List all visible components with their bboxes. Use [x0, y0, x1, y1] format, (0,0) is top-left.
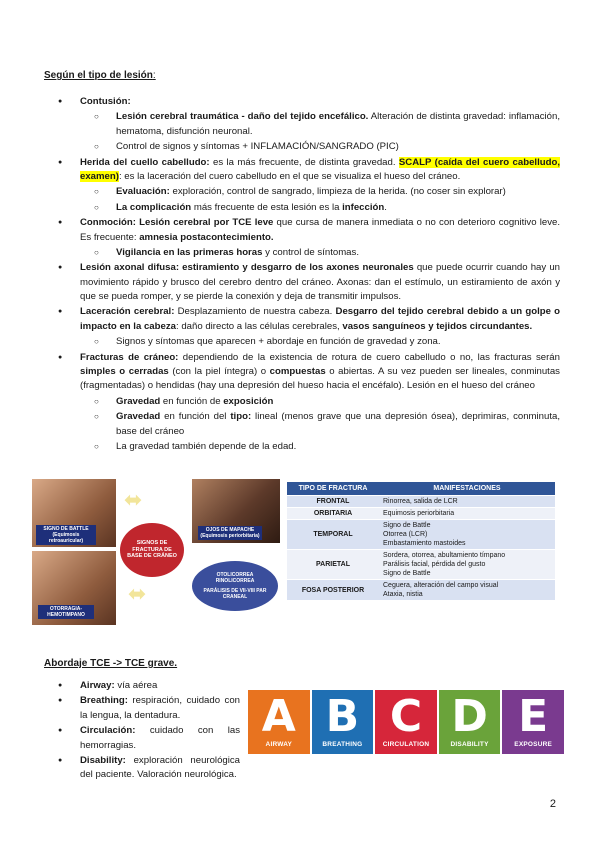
sub-bold: Evaluación: [116, 186, 170, 198]
fracture-type-cell: ORBITARIA [287, 508, 379, 520]
otorrhagia-caption: OTORRAGIA- HEMOTIMPANO [38, 605, 94, 619]
side-sign-line: OTOLICORREA RINOLICORREA [215, 572, 255, 584]
axonal-label: Lesión axonal difusa: [80, 262, 180, 274]
axonal-text: que puede ocurrir cuando hay un movimiento rápido y brusco del cerebro dentro del cráneo. Axonas: dan el estímulo, un estiramiento de axón y que se pueda romper, y se pierde la conexión y deja de transmitir impulsos. [80, 262, 560, 303]
contusion-colon: : [127, 96, 131, 107]
abcde-banner [248, 690, 564, 754]
herida-sublist [80, 185, 560, 215]
sublist-item [80, 110, 560, 139]
laceracion-label: Laceración cerebral: [80, 306, 175, 318]
list-item-contusion [44, 95, 560, 155]
arrow-left-right-icon: ⬌ [128, 581, 147, 606]
side-signs-bubble [192, 561, 278, 611]
conmocion-label: Conmoción: [80, 217, 136, 229]
fracture-type-cell: FRONTAL [287, 496, 379, 508]
manifestations-cell [379, 550, 555, 580]
fracture-type-cell: TEMPORAL [287, 520, 379, 550]
sub-text: en función de [160, 395, 224, 407]
list-item-axonal [44, 261, 560, 304]
fracture-type-cell: FOSA POSTERIOR [287, 580, 379, 601]
table-row [287, 508, 555, 520]
sub-bold: Gravedad [116, 411, 161, 423]
sub-text: más frecuente de esta lesión es la [191, 201, 343, 213]
skull-fracture-signs-figure [32, 479, 280, 625]
conmocion-text: que cursa de manera inmediata o no con deterioro cognitivo leve. Es frecuente: [80, 217, 560, 243]
manifestation-line: Signo de Battle [383, 570, 431, 577]
abcde-word: EXPOSURE [514, 741, 553, 749]
list-item [44, 754, 240, 783]
sub-text: Alteración de distinta gravedad: inflamación, hematoma, disfunción neuronal. [116, 111, 561, 137]
sub-text: exploración, control de sangrado, limpieza de la herida. (no coser sin explorar) [169, 186, 506, 198]
fracturas-text-3: o abiertas. A su vez pueden ser lineales, conminutas (fragmentadas) o hendidas (hay una depresión del hueso hacia el encéfalo). Lesión en el hueso del cráneo [80, 366, 560, 392]
table-header-row [287, 482, 555, 496]
abordaje-list [44, 679, 240, 784]
abcde-cell-exposure [502, 690, 564, 754]
sub-text-2: . [384, 201, 387, 213]
page-number: 2 [549, 798, 556, 810]
manifestation-line: Signo de Battle [383, 522, 431, 529]
sub-bold-2: infección [342, 201, 385, 213]
sub-bold-2: tipo: [230, 411, 252, 423]
table-row [287, 496, 555, 508]
item-text: exploración neurológica del paciente. Valoración neurológica. [80, 754, 240, 781]
laceracion-text-2: : daño directo a las células cerebrales, [175, 320, 343, 332]
laceracion-text: Desplazamiento de nuestra cabeza. [174, 306, 336, 318]
manifestation-line: Parálisis facial, pérdida del gusto [383, 561, 486, 568]
sub-text: La gravedad también depende de la edad. [116, 440, 297, 452]
sublist-item [80, 335, 560, 349]
fracturas-text: dependiendo de la existencia de rotura de cuero cabelludo o no, las fracturas serán [178, 351, 560, 363]
sublist-item [80, 395, 560, 409]
manifestations-cell [379, 508, 555, 520]
item-label: Circulación: [80, 725, 136, 737]
herida-text: es la más frecuente, de distinta gravedad. [209, 156, 399, 168]
sub-bold: La complicación [116, 201, 192, 213]
abcde-cell-disability [439, 690, 501, 754]
abcde-cell-airway [248, 690, 310, 754]
arrow-left-right-icon: ⬌ [124, 487, 143, 512]
header-manifestaciones: MANIFESTACIONES [379, 482, 555, 496]
sub-text: en función del [160, 411, 231, 423]
fracturas-label: Fracturas de cráneo: [80, 351, 179, 363]
header-tipo: TIPO DE FRACTURA [287, 482, 379, 496]
conmocion-bold-2: amnesia postacontecimiento. [139, 231, 274, 243]
conmocion-bold: Lesión cerebral por TCE leve [135, 217, 274, 229]
sub-bold: Gravedad [116, 395, 161, 407]
heading-colon: : [152, 70, 156, 81]
raccoon-eyes-caption: OJOS DE MAPACHE (Equimosis periorbitaria) [198, 526, 262, 540]
table-row [287, 580, 555, 601]
center-signs-bubble: SIGNOS DE FRACTURA DE BASE DE CRÁNEO [120, 523, 184, 577]
abcde-word: BREATHING [322, 741, 363, 749]
side-sign-line: PARÁLISIS DE VII-VIII PAR CRANEAL [203, 588, 267, 600]
item-text: respiración, cuidado con la lengua, la dentadura. [80, 695, 240, 721]
list-item [44, 679, 240, 693]
scalp-highlight: SCALP (caída del cuero cabelludo, examen) [80, 156, 560, 182]
section-heading-tipo-lesion [44, 68, 156, 83]
fracturas-text-2: (con la piel íntegra) o [168, 366, 270, 378]
laceracion-bold: Desgarro del tejido cerebral debido a un golpe o impacto en la cabeza [80, 306, 561, 332]
sub-text: Control de signos y síntomas + INFLAMACIÓN/SANGRADO (PIC) [116, 141, 399, 153]
herida-label: Herida del cuello cabelludo: [80, 156, 210, 168]
manifestation-line: Ceguera, alteración del campo visual [383, 582, 499, 589]
abcde-letter: B [325, 691, 360, 743]
sub-text: Signos y síntomas que aparecen + abordaje en función de gravedad y zona. [116, 336, 441, 348]
abcde-word: DISABILITY [450, 741, 489, 749]
manifestation-line: Embastamiento mastoides [383, 540, 466, 547]
abcde-word: AIRWAY [265, 741, 293, 749]
table-row [287, 520, 555, 550]
fracturas-bold: simples o cerradas [80, 366, 169, 378]
abcde-letter: E [518, 691, 549, 743]
herida-text-2: : es la laceración del cuero cabelludo en el que se visualiza el hueso del cráneo. [118, 170, 461, 182]
abcde-word: CIRCULATION [382, 741, 430, 749]
abcde-letter: C [389, 691, 423, 743]
item-text: cuidado con las hemorragias. [80, 725, 240, 751]
list-item-herida [44, 156, 560, 216]
item-text: vía aérea [114, 680, 158, 691]
abcde-cell-circulation [375, 690, 437, 754]
section-heading-abordaje: Abordaje TCE -> TCE grave. [44, 658, 178, 669]
list-item [44, 694, 240, 723]
manifestation-line: Ataxia, nistia [383, 591, 423, 598]
sublist-item [80, 140, 560, 154]
sublist-item [80, 440, 560, 454]
conmocion-sublist [80, 246, 560, 260]
lesion-types-list [44, 95, 560, 455]
fracture-type-cell: PARIETAL [287, 550, 379, 580]
item-label: Airway: [80, 680, 115, 691]
manifestation-line: Equimosis periorbitaria [383, 510, 455, 517]
abcde-letter: A [261, 691, 296, 743]
abcde-cell-breathing [312, 690, 374, 754]
list-item [44, 724, 240, 753]
contusion-label: Contusión [80, 96, 128, 107]
list-item-fracturas [44, 351, 560, 455]
sub-bold-2: exposición [223, 395, 274, 407]
axonal-bold: estiramiento y desgarro de los axones neuronales [179, 262, 414, 274]
laceracion-sublist [80, 335, 560, 349]
item-label: Disability: [80, 754, 126, 766]
sublist-item [80, 410, 560, 439]
battle-sign-caption: SIGNO DE BATTLE (Equimosis retroauricular) [36, 525, 96, 545]
item-label: Breathing: [80, 695, 128, 707]
fracturas-bold-2: compuestas [269, 366, 326, 378]
sub-bold: Vigilancia en las primeras horas [116, 246, 263, 258]
manifestations-cell [379, 520, 555, 550]
sublist-item [80, 201, 560, 215]
sub-bold: Lesión cerebral traumática - daño del tejido encefálico. [116, 111, 369, 123]
sublist-item [80, 185, 560, 199]
manifestations-cell [379, 496, 555, 508]
manifestation-line: Rinorrea, salida de LCR [383, 498, 458, 505]
table-row [287, 550, 555, 580]
heading-text: Según el tipo de lesión [44, 70, 153, 81]
list-item-laceracion [44, 305, 560, 349]
contusion-sublist [80, 110, 560, 154]
abcde-letter: D [451, 691, 488, 743]
manifestation-line: Sordera, otorrea, abultamiento tímpano [383, 552, 506, 559]
sub-text-2: lineal (menos grave que una depresión ósea), deprimiras, conminuta, base del cráneo [116, 411, 560, 437]
sublist-item [80, 246, 560, 260]
fracture-type-table [287, 482, 555, 600]
manifestation-line: Otorrea (LCR) [383, 531, 428, 538]
sub-text: y control de síntomas. [262, 246, 359, 258]
manifestations-cell [379, 580, 555, 601]
laceracion-bold-2: vasos sanguíneos y tejidos circundantes. [342, 320, 533, 332]
fracturas-sublist [80, 395, 560, 455]
list-item-conmocion [44, 216, 560, 260]
